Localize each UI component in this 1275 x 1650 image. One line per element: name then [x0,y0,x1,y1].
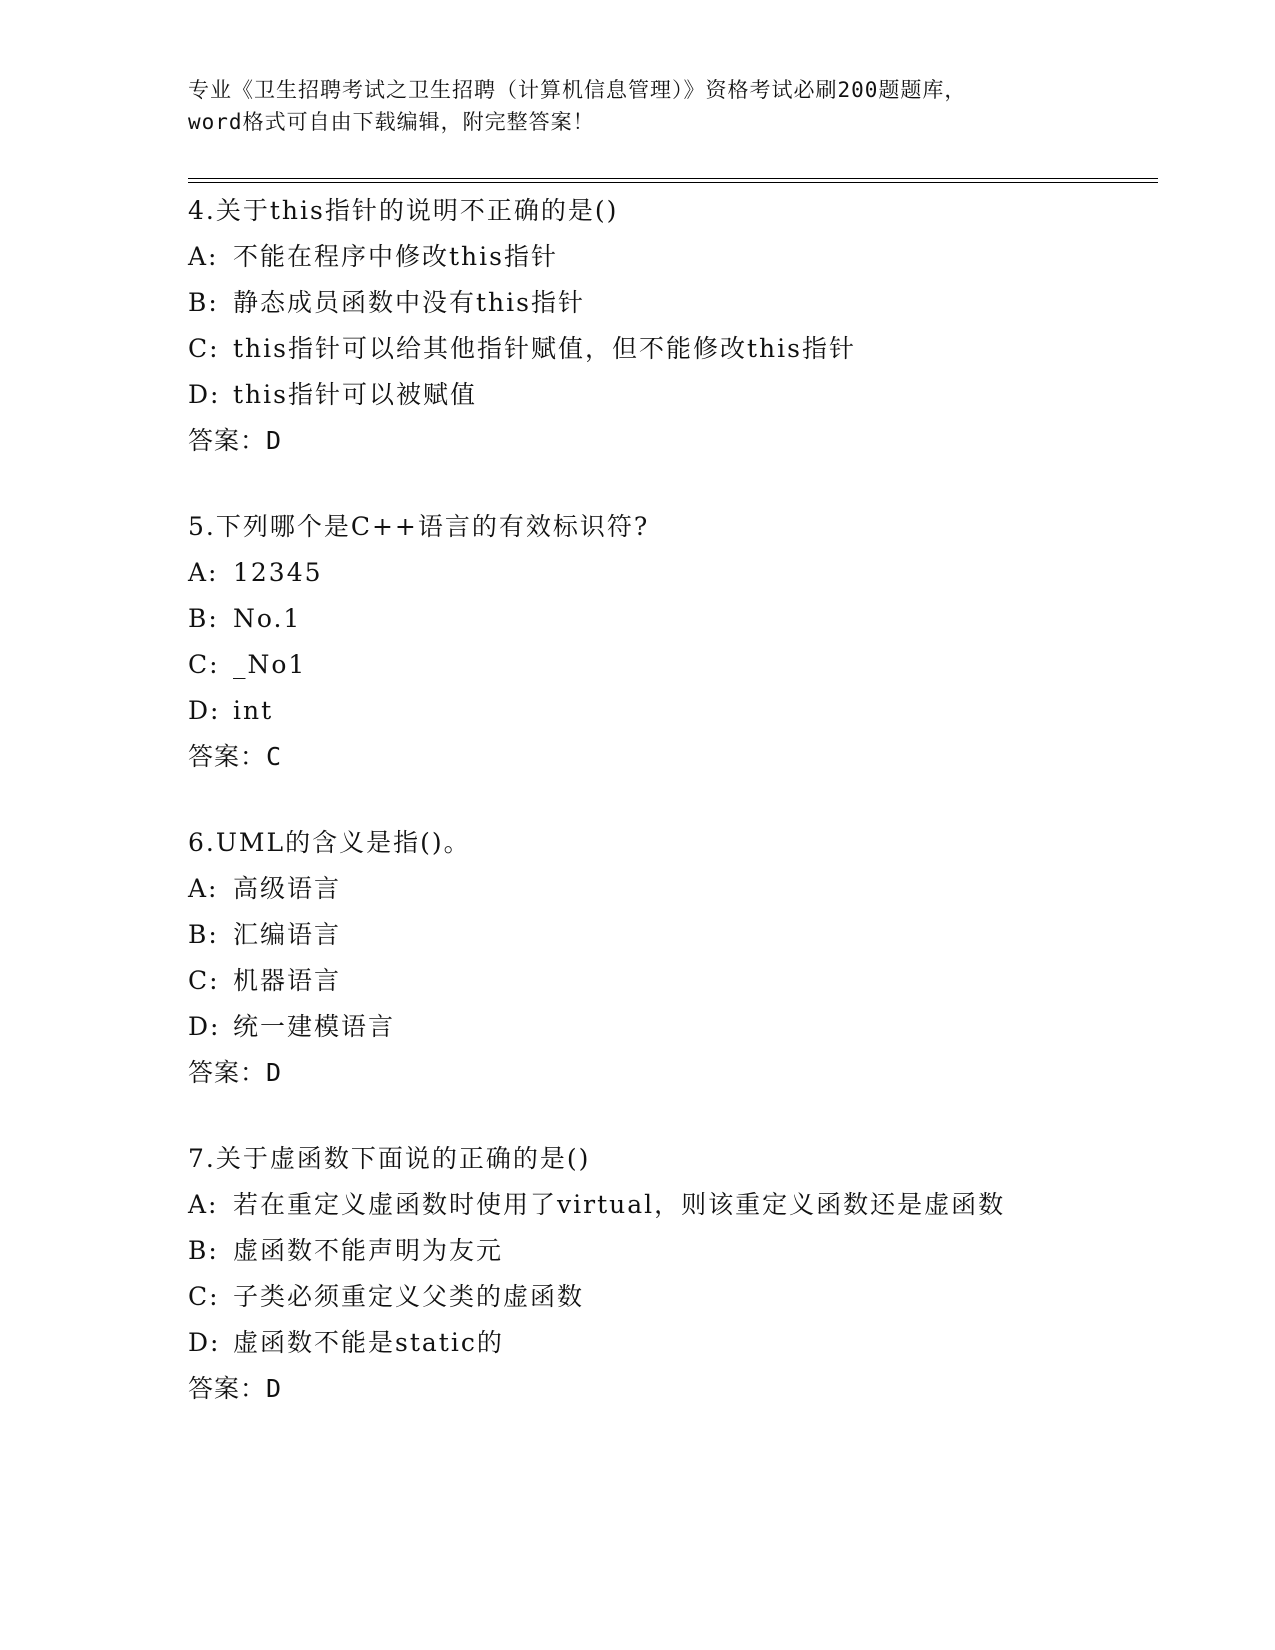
answer-line: 答案：D [188,1374,283,1403]
option-key: D: [188,380,221,409]
option-b [188,912,1168,958]
option-key: D: [188,1328,221,1357]
option-d [188,1004,1168,1050]
option-text: 静态成员函数中没有this指针 [233,288,585,317]
option-key: B: [188,920,219,949]
document-header [188,74,1158,138]
option-text: 高级语言 [233,874,342,903]
option-key: B: [188,604,219,633]
question-4 [188,188,1168,464]
option-d [188,688,1168,734]
option-c [188,642,1168,688]
option-text: 不能在程序中修改this指针 [233,242,558,271]
question-7 [188,1136,1168,1412]
option-key: A: [188,1190,219,1219]
option-text: 子类必须重定义父类的虚函数 [233,1282,585,1311]
option-text: 机器语言 [233,966,342,995]
option-b [188,596,1168,642]
question-list [188,188,1168,1452]
option-text: 统一建模语言 [233,1012,396,1041]
option-text: 虚函数不能是static的 [233,1328,504,1357]
option-key: B: [188,1236,219,1265]
option-a [188,234,1168,280]
option-text: 汇编语言 [233,920,342,949]
header-title-line-2: word格式可自由下载编辑，附完整答案！ [188,110,595,134]
answer-line: 答案：C [188,742,283,771]
option-key: A: [188,874,219,903]
option-d [188,372,1168,418]
header-divider [188,178,1158,183]
question-6 [188,820,1168,1096]
option-c [188,326,1168,372]
header-title-line-1: 专业《卫生招聘考试之卫生招聘（计算机信息管理）》资格考试必刷200题题库， [188,78,967,102]
option-a [188,550,1168,596]
option-a [188,866,1168,912]
option-d [188,1320,1168,1366]
option-text: 虚函数不能声明为友元 [233,1236,504,1265]
option-key: A: [188,242,219,271]
option-text: int [233,696,274,725]
option-key: A: [188,558,219,587]
option-a [188,1182,1168,1228]
question-stem: 7.关于虚函数下面说的正确的是() [188,1144,591,1173]
option-key: D: [188,1012,221,1041]
question-stem: 4.关于this指针的说明不正确的是() [188,196,619,225]
option-key: D: [188,696,221,725]
answer-line: 答案：D [188,426,283,455]
option-text: 12345 [233,558,323,587]
option-b [188,280,1168,326]
question-stem: 6.UML的含义是指()。 [188,828,471,857]
option-key: C: [188,1282,220,1311]
option-text: this指针可以被赋值 [233,380,477,409]
option-key: C: [188,966,220,995]
option-key: C: [188,334,220,363]
option-c [188,958,1168,1004]
option-text: _No1 [233,650,307,679]
option-c [188,1274,1168,1320]
option-key: C: [188,650,220,679]
option-text: No.1 [233,604,302,633]
question-stem: 5.下列哪个是C++语言的有效标识符? [188,512,650,541]
question-5 [188,504,1168,780]
option-b [188,1228,1168,1274]
option-text: this指针可以给其他指针赋值，但不能修改this指针 [233,334,856,363]
option-text: 若在重定义虚函数时使用了virtual，则该重定义函数还是虚函数 [233,1190,1006,1219]
option-key: B: [188,288,219,317]
answer-line: 答案：D [188,1058,283,1087]
